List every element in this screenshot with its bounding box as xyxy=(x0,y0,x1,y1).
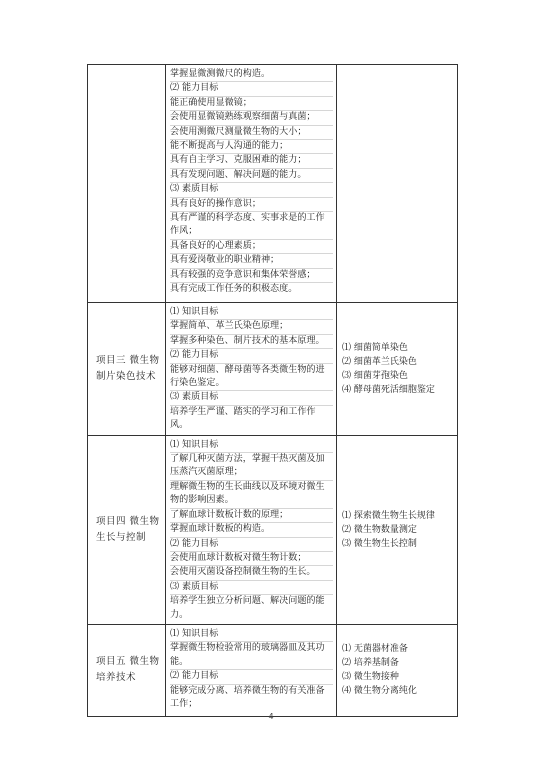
goal-line: ⑵ 能力目标 xyxy=(170,82,333,96)
task-item: ⑴ 无菌器材准备 xyxy=(342,644,408,655)
project-name-cell xyxy=(88,435,166,624)
goal-line: ⑴ 知识目标 xyxy=(170,439,333,453)
goal-line: 具备良好的心理素质； xyxy=(170,240,333,254)
task-item: ⑵ 培养基制备 xyxy=(342,658,399,669)
goal-line: 了解血球计数板计数的原理； xyxy=(170,509,333,523)
learning-goals-cell xyxy=(166,303,337,436)
goal-line: 具有自主学习、克服困难的能力； xyxy=(170,154,333,168)
tasks-cell xyxy=(337,65,458,303)
task-item: ⑷ 酵母菌死活细胞鉴定 xyxy=(342,384,435,395)
table-row xyxy=(88,303,458,436)
goal-line: 能正确使用显微镜； xyxy=(170,97,333,111)
goal-line: 了解几种灭菌方法，掌握干热灭菌及加压蒸汽灭菌原理； xyxy=(170,453,333,481)
table-row xyxy=(88,65,458,303)
goal-line: ⑶ 素质目标 xyxy=(170,183,333,197)
project-name-cell xyxy=(88,65,166,303)
goal-line: 具有发现问题、解决问题的能力。 xyxy=(170,169,333,183)
goal-line: ⑶ 素质目标 xyxy=(170,581,333,595)
table-row xyxy=(88,624,458,716)
table-row xyxy=(88,435,458,624)
goal-line: 具有较强的竞争意识和集体荣誉感； xyxy=(170,269,333,283)
goal-line: ⑴ 知识目标 xyxy=(170,628,333,642)
goal-line: 会使用显微镜熟练观察细菌与真菌； xyxy=(170,111,333,125)
goal-line: ⑵ 能力目标 xyxy=(170,670,333,684)
goal-line: 具有良好的操作意识； xyxy=(170,198,333,212)
task-item: ⑴ 细菌简单染色 xyxy=(342,342,408,353)
tasks-cell xyxy=(337,435,458,624)
project-name: 项目五 微生物培养技术 xyxy=(96,656,160,684)
goal-line: 会使用灭菌设备控制微生物的生长。 xyxy=(170,566,333,580)
goal-line: 具有完成工作任务的积极态度。 xyxy=(170,284,298,295)
task-item: ⑷ 微生物分离纯化 xyxy=(342,686,417,697)
task-item: ⑶ 微生物生长控制 xyxy=(342,538,417,549)
project-name: 项目四 微生物生长与控制 xyxy=(96,515,160,543)
goal-line: 能够对细菌、酵母菌等各类微生物的进行染色鉴定。 xyxy=(170,364,333,392)
goal-line: ⑶ 素质目标 xyxy=(170,391,333,405)
project-name-cell xyxy=(88,303,166,436)
project-name: 项目三 微生物制片染色技术 xyxy=(96,354,160,382)
goal-line: 会使用测微尺测量微生物的大小； xyxy=(170,126,333,140)
course-syllabus-table xyxy=(87,64,458,717)
goal-line: 掌握简单、革兰氏染色原理； xyxy=(170,320,333,334)
goal-line: 培养学生独立分析问题、解决问题的能力。 xyxy=(170,596,325,620)
task-item: ⑵ 微生物数量测定 xyxy=(342,524,417,535)
learning-goals-cell xyxy=(166,65,337,303)
goal-line: 掌握微生物检验常用的玻璃器皿及其功能。 xyxy=(170,642,333,670)
goal-line: 掌握多种染色、制片技术的基本原理。 xyxy=(170,335,333,349)
goal-line: 会使用血球计数板对微生物计数； xyxy=(170,552,333,566)
goal-line: ⑴ 知识目标 xyxy=(170,306,333,320)
goal-line: 具有严谨的科学态度、实事求是的工作作风； xyxy=(170,212,333,240)
goal-line: 培养学生严谨、踏实的学习和工作作风。 xyxy=(170,406,316,431)
goal-line: 掌握显微测微尺的构造。 xyxy=(170,68,333,82)
page-number: 4 xyxy=(268,712,274,721)
goal-line: 理解微生物的生长曲线以及环境对微生物的影响因素。 xyxy=(170,481,333,509)
task-item: ⑵ 细菌革兰氏染色 xyxy=(342,356,417,367)
goal-line: ⑵ 能力目标 xyxy=(170,349,333,363)
tasks-cell xyxy=(337,624,458,716)
task-item: ⑶ 微生物接种 xyxy=(342,672,399,683)
task-item: ⑶ 细菌芽孢染色 xyxy=(342,370,408,381)
goal-line: 能够完成分离、培养微生物的有关准备工作； xyxy=(170,685,325,709)
learning-goals-cell xyxy=(166,435,337,624)
goal-line: 具有爱岗敬业的职业精神； xyxy=(170,254,333,268)
goal-line: ⑵ 能力目标 xyxy=(170,538,333,552)
tasks-cell xyxy=(337,303,458,436)
learning-goals-cell xyxy=(166,624,337,716)
project-name-cell xyxy=(88,624,166,716)
goal-line: 能不断提高与人沟通的能力； xyxy=(170,140,333,154)
task-item: ⑴ 探索微生物生长规律 xyxy=(342,510,435,521)
goal-line: 掌握血球计数板的构造。 xyxy=(170,523,333,537)
